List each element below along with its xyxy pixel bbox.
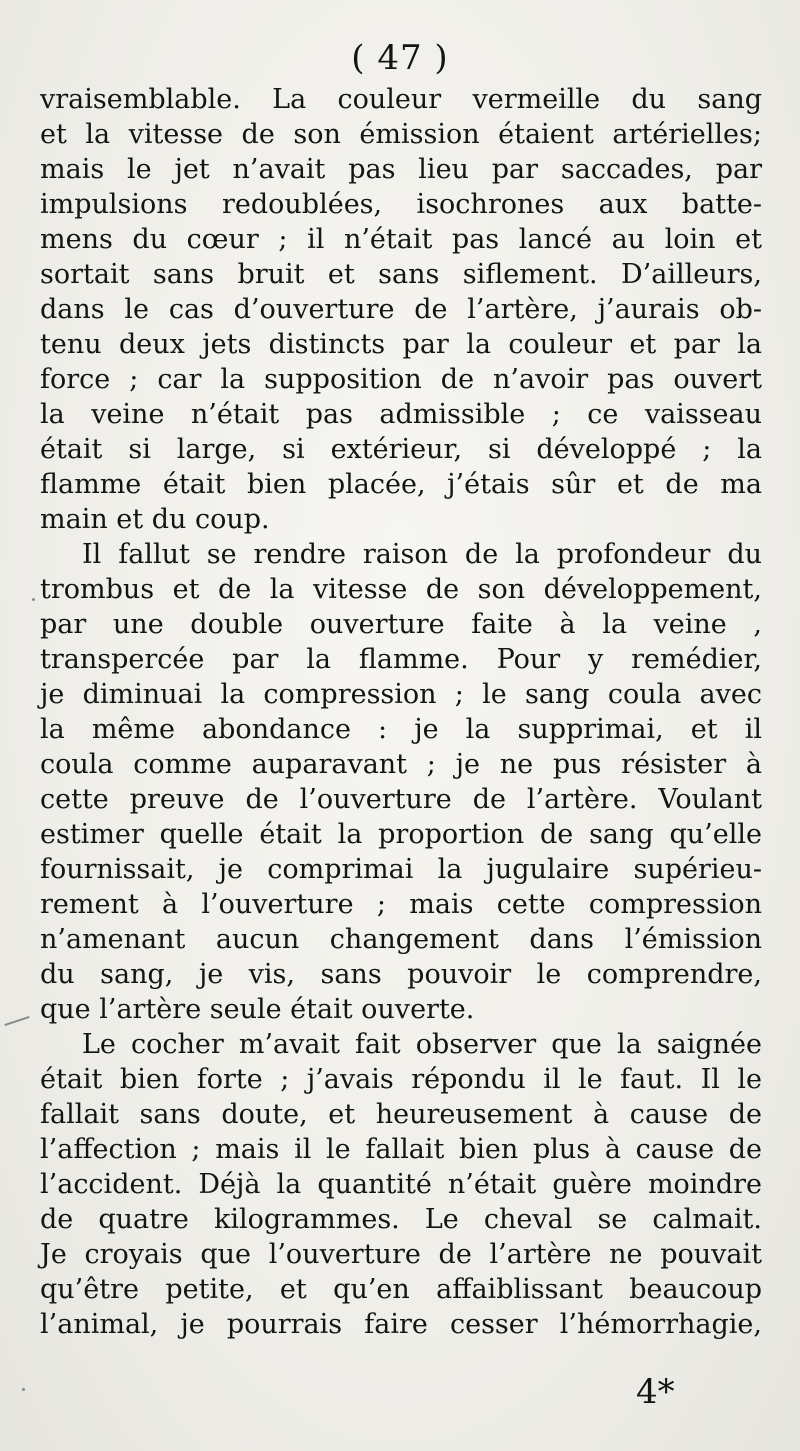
scan-artifact — [22, 1388, 25, 1391]
text-line: sortait sans bruit et sans siflement. D’ailleurs, — [40, 259, 762, 290]
text-line: était bien forte ; j’avais répondu il le faut. Il le — [40, 1064, 762, 1095]
text-line: par une double ouverture faite à la veine , — [40, 609, 762, 640]
paragraph-3 — [40, 1027, 762, 1342]
text-line: qu’être petite, et qu’en affaiblissant beaucoup — [40, 1274, 762, 1305]
text-line: était si large, si extérieur, si développé ; la — [40, 434, 762, 465]
text-line: du sang, je vis, sans pouvoir le comprendre, — [40, 959, 762, 990]
text-line: vraisemblable. La couleur vermeille du sang — [40, 84, 762, 115]
text-line: transpercée par la flamme. Pour y remédier, — [40, 644, 762, 675]
text-line: l’affection ; mais il le fallait bien plus à cause de — [40, 1134, 762, 1165]
text-line: je diminuai la compression ; le sang coula avec — [40, 679, 762, 710]
text-line: cette preuve de l’ouverture de l’artère. Voulant — [40, 784, 762, 815]
paragraph-2 — [40, 537, 762, 1027]
text-line: dans le cas d’ouverture de l’artère, j’aurais ob- — [40, 294, 762, 325]
text-line: la même abondance : je la supprimai, et il — [40, 714, 762, 745]
text-line: tenu deux jets distincts par la couleur et par la — [40, 329, 762, 360]
page-number: ( 47 ) — [351, 38, 449, 78]
text-line: rement à l’ouverture ; mais cette compression — [40, 889, 762, 920]
text-line: fournissait, je comprimai la jugulaire supérieu- — [40, 854, 762, 885]
text-line: mais le jet n’avait pas lieu par saccades, par — [40, 154, 762, 185]
text-line: l’animal, je pourrais faire cesser l’hémorrhagie, — [40, 1309, 762, 1340]
text-line: de quatre kilogrammes. Le cheval se calmait. — [40, 1204, 762, 1235]
text-line: Il fallut se rendre raison de la profondeur du — [82, 539, 762, 570]
text-line: coula comme auparavant ; je ne pus résister à — [40, 749, 762, 780]
text-line: Je croyais que l’ouverture de l’artère ne pouvait — [40, 1239, 762, 1270]
text-line: que l’artère seule était ouverte. — [40, 994, 475, 1025]
text-line: impulsions redoublées, isochrones aux batte- — [40, 189, 762, 220]
text-line: fallait sans doute, et heureusement à cause de — [40, 1099, 762, 1130]
text-line: force ; car la supposition de n’avoir pas ouvert — [40, 364, 762, 395]
text-line: estimer quelle était la proportion de sang qu’elle — [40, 819, 762, 850]
scan-artifact — [4, 1016, 29, 1026]
text-line: mens du cœur ; il n’était pas lancé au loin et — [40, 224, 762, 255]
text-line: la veine n’était pas admissible ; ce vaisseau — [40, 399, 762, 430]
scan-artifact — [32, 598, 35, 601]
text-line: flamme était bien placée, j’étais sûr et de ma — [40, 469, 762, 500]
text-line: l’accident. Déjà la quantité n’était guère moindre — [40, 1169, 762, 1200]
text-line: n’amenant aucun changement dans l’émission — [40, 924, 762, 955]
text-line: main et du coup. — [40, 504, 270, 535]
body-text — [40, 82, 762, 1342]
paragraph-1 — [40, 82, 762, 537]
text-line: et la vitesse de son émission étaient artérielles; — [40, 119, 762, 150]
signature-mark: 4* — [636, 1372, 675, 1412]
text-line: Le cocher m’avait fait observer que la saignée — [82, 1029, 762, 1060]
text-line: trombus et de la vitesse de son développement, — [40, 574, 762, 605]
